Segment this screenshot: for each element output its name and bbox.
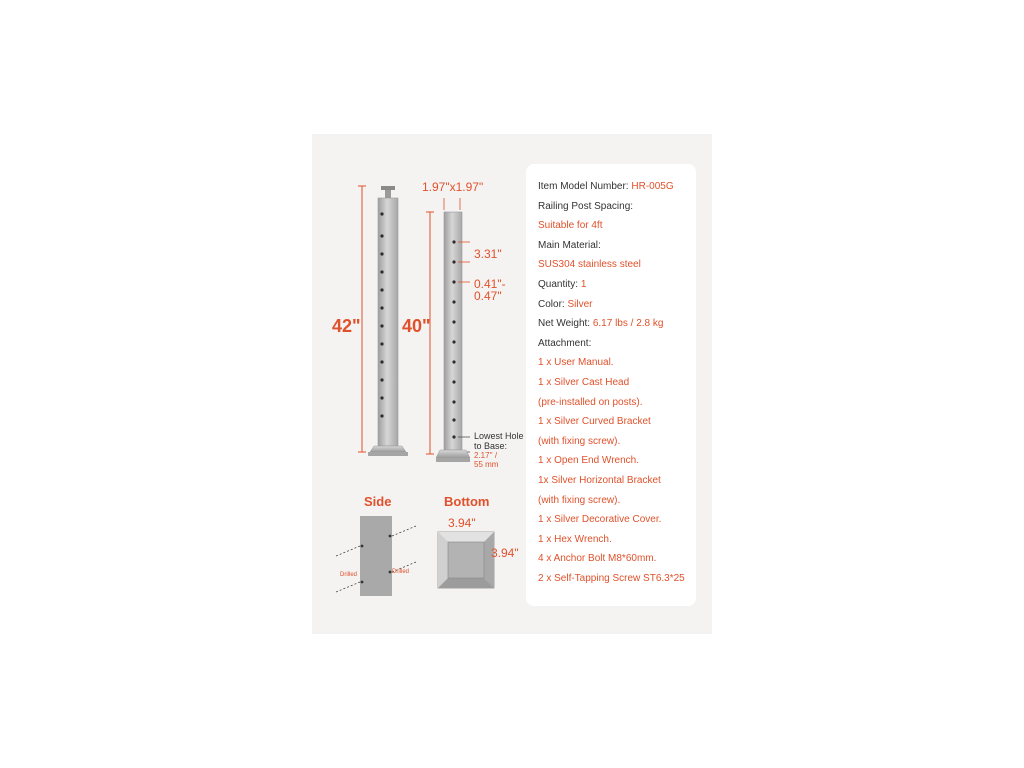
- hole-spacing-label: 3.31": [474, 247, 502, 261]
- spec-line: [538, 455, 639, 466]
- spec-line: [538, 299, 592, 310]
- hole-diameter-label-2: 0.47": [474, 289, 502, 303]
- spec-value: Suitable for 4ft: [538, 220, 603, 232]
- side-view: [336, 516, 416, 596]
- spec-value: 1x Silver Horizontal Bracket: [538, 475, 661, 486]
- height-total-label: 42": [332, 316, 361, 336]
- drilled-label-left: Drilled: [340, 572, 358, 578]
- spec-label: Main Material:: [538, 239, 601, 251]
- spec-label: Item Model Number:: [538, 181, 632, 192]
- spec-line: [538, 377, 629, 388]
- spec-line: [538, 553, 656, 564]
- spec-line: [538, 338, 591, 349]
- spec-value: SUS304 stainless steel: [538, 259, 641, 271]
- lowest-hole-value-2: 55 mm: [474, 460, 499, 469]
- spec-line: [538, 181, 674, 192]
- spec-value: 1 x Hex Wrench.: [538, 533, 612, 545]
- spec-line: [538, 201, 633, 212]
- spec-line: [538, 475, 661, 486]
- lowest-hole-label-2: to Base:: [474, 441, 508, 451]
- spec-label: Color:: [538, 298, 568, 310]
- spec-line: [538, 534, 612, 545]
- spec-value: 6.17 lbs / 2.8 kg: [592, 318, 664, 330]
- spec-line: [538, 514, 661, 525]
- post-dimensioned: [426, 198, 470, 462]
- post-with-head: [358, 186, 408, 456]
- spec-value: Silver: [567, 298, 593, 310]
- spec-line: [538, 573, 685, 584]
- spec-line: [538, 259, 641, 270]
- base-depth-label: 3.94": [491, 546, 519, 560]
- cast-head: [381, 186, 395, 190]
- spec-line: [538, 220, 602, 231]
- spec-label: Net Weight:: [538, 318, 593, 330]
- spec-value: HR-005G: [631, 181, 674, 192]
- height-post-label: 40": [402, 316, 431, 336]
- spec-line: [538, 495, 620, 506]
- spec-value: 4 x Anchor Bolt M8*60mm.: [538, 553, 657, 565]
- base-width-label: 3.94": [448, 516, 476, 530]
- spec-value: 1 x User Manual.: [538, 357, 614, 369]
- post-section-label: 1.97"x1.97": [422, 180, 484, 194]
- spec-line: [538, 240, 601, 251]
- spec-value: (with fixing screw).: [538, 494, 621, 506]
- spec-value: (pre-installed on posts).: [538, 396, 643, 408]
- lowest-hole-label-1: Lowest Hole: [474, 431, 524, 441]
- spec-value: 1 x Silver Decorative Cover.: [538, 514, 662, 526]
- lowest-hole-value-1: 2.17'' /: [474, 451, 498, 460]
- spec-value: (with fixing screw).: [538, 435, 621, 447]
- spec-line: [538, 318, 663, 329]
- spec-value: 1 x Open End Wrench.: [538, 455, 639, 467]
- hole-diameter-label-1: 0.41"-: [474, 277, 506, 291]
- bottom-view-title: Bottom: [444, 494, 490, 509]
- spec-line: [538, 436, 620, 447]
- spec-value: 2 x Self-Tapping Screw ST6.3*25: [538, 573, 685, 584]
- spec-label: Railing Post Spacing:: [538, 200, 634, 212]
- bottom-view: [438, 532, 494, 588]
- spec-label: Quantity:: [538, 279, 581, 290]
- spec-value: 1: [580, 279, 587, 290]
- spec-value: 1 x Silver Cast Head: [538, 377, 630, 388]
- spec-line: [538, 397, 643, 408]
- spec-line: [538, 416, 651, 427]
- spec-line: [538, 279, 586, 290]
- drilled-label-right: Drilled: [392, 569, 410, 575]
- spec-line: [538, 357, 614, 368]
- side-view-title: Side: [364, 494, 392, 509]
- spec-value: 1 x Silver Curved Bracket: [538, 416, 651, 428]
- spec-label: Attachment:: [538, 337, 592, 349]
